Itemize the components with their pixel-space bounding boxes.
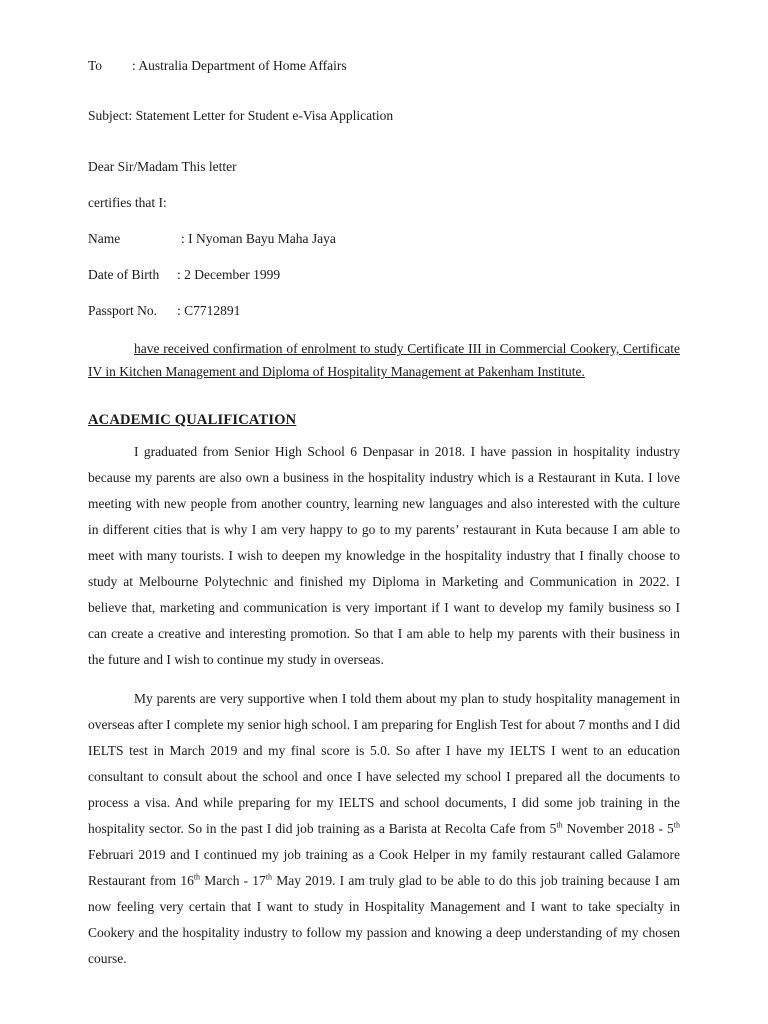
paragraph-2-part-e: May 2019. I am truly glad to be able to do this job training because I am now feeling very certain that I want to study in Hospitality Management and I want to take specialty in Cookery and the hospitality industry to follow my passion and knowing a deep understanding of my chosen course. bbox=[88, 873, 680, 966]
ordinal-suffix: th bbox=[673, 820, 680, 830]
name-label: Name bbox=[88, 231, 121, 246]
passport-row bbox=[88, 303, 488, 319]
ordinal-suffix: th bbox=[265, 872, 273, 882]
ordinal-suffix: th bbox=[193, 872, 201, 882]
enrolment-confirmation: have received confirmation of enrolment to study Certificate III in Commercial Cookery, Certificate IV in Kitchen Management and Diploma of Hospitality Management at Pakenham Institute. bbox=[88, 341, 680, 379]
passport-label: Passport No. bbox=[88, 303, 158, 318]
paragraph-2 bbox=[88, 686, 680, 972]
certifies-line: certifies that I: bbox=[88, 195, 167, 210]
to-line bbox=[88, 58, 347, 74]
salutation: Dear Sir/Madam This letter bbox=[88, 159, 237, 174]
dob-row bbox=[88, 267, 488, 283]
passport-value: : C7712891 bbox=[177, 303, 241, 318]
paragraph-2-part-a: My parents are very supportive when I told them about my plan to study hospitality management in overseas after I complete my senior high school. I am preparing for English Test for about 7 months and I did IELTS test in March 2019 and my final score is 5.0. So after I have my IELTS I went to an education consultant to consult about the school and once I have selected my school I prepared all the documents to process a visa. And while preparing for my IELTS and school documents, I did some job training in the hospitality sector. So in the past I did job training as a Barista at Recolta Cafe from 5 bbox=[88, 691, 680, 836]
to-value: : Australia Department of Home Affairs bbox=[132, 58, 347, 73]
dob-value: : 2 December 1999 bbox=[177, 267, 281, 282]
ordinal-suffix: th bbox=[556, 820, 563, 830]
paragraph-1: I graduated from Senior High School 6 Denpasar in 2018. I have passion in hospitality industry because my parents are also own a business in the hospitality industry which is a Restaurant in Kuta. I love meeting with new people from another country, learning new languages and also interested with the culture in different cities that is why I am very happy to go to my parents’ restaurant in Kuta because I am able to meet with many tourists. I wish to deepen my knowledge in the hospitality industry that I finally choose to study at Melbourne Polytechnic and finished my Diploma in Marketing and Communication in 2022. I believe that, marketing and communication is very important if I want to develop my family business so I can create a creative and interesting promotion. So that I am able to help my parents with their business in the future and I wish to continue my study in overseas. bbox=[88, 444, 680, 667]
paragraph-2-part-d: March - 17 bbox=[200, 873, 266, 888]
paragraph-2-part-b: November 2018 - 5 bbox=[562, 821, 674, 836]
subject-line: Subject: Statement Letter for Student e-Visa Application bbox=[88, 108, 394, 123]
paragraph-2-part-c: Februari 2019 and I continued my job training as a Cook Helper in my family restaurant called Galamore Restaurant from 16 bbox=[88, 847, 680, 888]
to-label: To bbox=[88, 58, 103, 73]
name-row bbox=[88, 231, 488, 247]
name-value: : I Nyoman Bayu Maha Jaya bbox=[181, 231, 336, 246]
section-heading: ACADEMIC QUALIFICATION bbox=[88, 412, 297, 428]
dob-label: Date of Birth bbox=[88, 267, 160, 282]
